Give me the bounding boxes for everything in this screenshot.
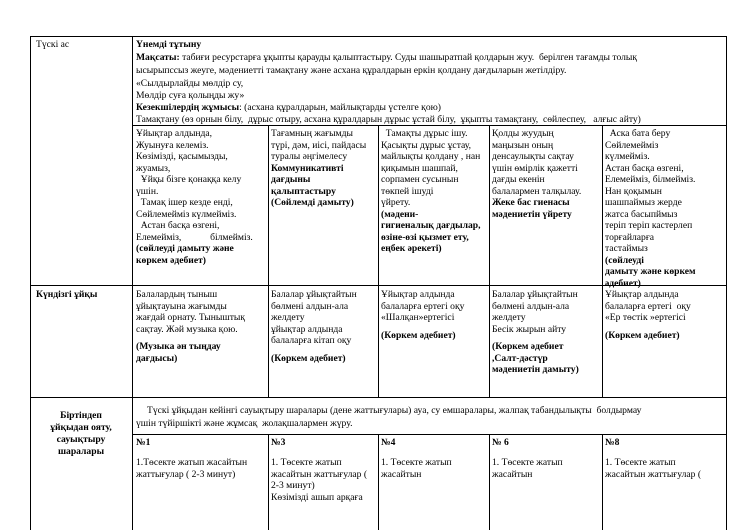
column-divider xyxy=(132,36,133,530)
lunch-col-text-line: сорпамен сусынын xyxy=(381,174,459,185)
lunch-col-text-line: Сөйлемейміз күлмейміз. xyxy=(136,208,237,220)
lunch-col-bold-line: әдебиет) xyxy=(605,277,641,289)
lunch-col-text-line: жуамыз, xyxy=(136,162,171,174)
nap-col-text-line: Балалардың тыныш xyxy=(136,289,218,300)
lunch-col-text-line: Көзімізді, қасымызды, xyxy=(136,151,228,162)
wake-col-text-line: 1.Төсекте жатып жасайтын xyxy=(136,457,248,468)
column-divider xyxy=(602,125,603,397)
lunch-col-bold-line: көркем әдебиет) xyxy=(136,254,206,266)
lunch-heading: Үнемді тұтыну xyxy=(136,39,202,50)
lunch-duty-line-2: Тамақтану (өз орнын білу, дұрыс отыру, асхана құралдарын дұрыс ұстай білу, ұқыпты тамақтану, сөйлеспеу, алғыс айту) xyxy=(136,114,641,125)
lunch-col-bold-line: Коммуникативті xyxy=(271,162,344,174)
row-label-lunch: Түскі ас xyxy=(36,39,70,50)
lunch-col-text-line: Жуынуға келеміз. xyxy=(136,139,209,151)
goal-text: табиғи ресурстарға ұқыпты қарауды қалыптастыру. Суды шашыратпай қолдарын жуу. берілген тағамды толық xyxy=(179,52,638,63)
row-label-nap: Күндізгі ұйқы xyxy=(36,289,98,300)
nap-col-text-line: Балалар ұйықтайтын xyxy=(271,289,357,300)
lunch-col-bold-line: (Сөйлемді дамыту) xyxy=(271,197,354,208)
row-label-wake: сауықтыру xyxy=(56,434,106,445)
lunch-col-text-line: үшін. xyxy=(136,185,159,197)
column-divider xyxy=(268,434,269,530)
lunch-col-text-line: Тамақты дұрыс ішу. xyxy=(381,128,468,139)
lunch-col-text-line: Қолды жуудың xyxy=(492,128,554,139)
lunch-col-text-line: күлмейміз. xyxy=(605,151,650,162)
wake-col-text-line: 1. Төсекте жатып xyxy=(271,457,342,468)
nap-col-text-line: балаларға кітап оқу xyxy=(271,335,352,346)
nap-col-text-line: жағдай орнату. Тыныштық xyxy=(136,312,246,323)
lunch-col-bold-line: дамыту және көркем xyxy=(605,266,696,277)
lunch-goal-line: ысырыпссыз жеуге, мәдениетті тамақтану және асхана құралдарын еркін қолдану дағдыларын жетілдіру. xyxy=(136,65,567,76)
wake-col-number: №1 xyxy=(136,437,151,448)
column-divider xyxy=(489,125,490,397)
wake-col-number: №4 xyxy=(381,437,396,448)
nap-col-text-line: ұйықтауына жағымды xyxy=(136,300,227,312)
lunch-col-text-line: дағды екенін xyxy=(492,174,545,185)
lunch-col-bold-line: өзіне-өзі қызмет ету, xyxy=(381,231,469,243)
lunch-col-text-line: жатса басыпймыз xyxy=(605,208,678,220)
nap-col-bold-line: (Көркем әдебиет) xyxy=(381,329,456,341)
lunch-col-text-line: Сөйлемейміз xyxy=(605,139,659,151)
lunch-col-text-line: теріп теріп кастерлеп xyxy=(605,220,693,231)
duty-text: : (асхана құралдарын, майлықтарды үстелге қою) xyxy=(239,102,441,113)
lunch-goal-line: Мөлдір суға қолыңды жу» xyxy=(136,90,245,101)
nap-col-text-line: Балалар ұйықтайтын xyxy=(492,289,578,300)
lunch-col-text-line: Астан басқа өзгені, xyxy=(136,220,220,231)
nap-col-text-line: бөлмені алдын-ала xyxy=(492,300,570,312)
column-divider xyxy=(378,434,379,530)
lunch-col-text-line: туралы әңгімелесу xyxy=(271,151,348,162)
nap-col-bold-line: (Музыка ән тыңдау xyxy=(136,341,221,352)
lunch-col-text-line: балалармен талқылау. xyxy=(492,185,582,197)
lunch-col-text-line: торғайларға xyxy=(605,231,655,243)
wake-col-text-line: Көзімізді ашып арқаға xyxy=(271,491,363,503)
lunch-col-text-line: Тағамның жағымды xyxy=(271,128,353,139)
nap-col-text-line: желдету xyxy=(492,312,526,323)
nap-col-bold-line: ,Салт-дәстүр xyxy=(492,352,548,364)
lunch-col-text-line: шашпаймыз жерде xyxy=(605,197,682,208)
lunch-col-bold-line: гигиеналық дағдылар, xyxy=(381,220,481,231)
nap-col-text-line: ұйықтар алдында xyxy=(271,323,343,335)
wake-col-number: № 6 xyxy=(492,437,509,448)
lunch-col-bold-line: дағдыны xyxy=(271,174,311,185)
wake-col-text-line: 1. Төсекте жатып xyxy=(381,457,452,468)
lunch-col-text-line: үйрету. xyxy=(381,197,411,208)
lunch-col-text-line: төкпей ішуді xyxy=(381,185,434,197)
lunch-col-text-line: тастаймыз xyxy=(605,243,648,254)
lunch-col-bold-line: (сөйлеуді дамыту және xyxy=(136,243,234,254)
goal-label: Мақсаты: xyxy=(136,52,180,63)
wake-col-text-line: 1. Төсекте жатып xyxy=(605,457,676,468)
wake-col-text-line: 1. Төсекте жатып xyxy=(492,457,563,468)
lunch-col-text-line: Аска бата беру xyxy=(605,128,671,139)
wake-col-text-line: жасайтын xyxy=(492,468,533,480)
lunch-col-text-line: Қасықты дұрыс ұстау, xyxy=(381,139,472,151)
table-border-right xyxy=(726,36,727,530)
nap-col-bold-line: мәдениетін дамыту) xyxy=(492,364,579,375)
nap-col-bold-line: (Көркем әдебиет xyxy=(492,341,564,352)
duty-label: Кезекшілердің жұмысы xyxy=(136,102,240,113)
lunch-col-text-line: Елемейміз, білмейміз. xyxy=(136,231,253,243)
wake-col-text-line: жаттығулар ( 2-3 минут) xyxy=(136,468,236,480)
row-divider xyxy=(132,434,727,435)
column-divider xyxy=(268,125,269,397)
lunch-col-text-line: денсаулықты сақтау xyxy=(492,151,574,162)
wake-col-text-line: жасайтын жаттығулар ( xyxy=(605,468,702,480)
column-divider xyxy=(489,434,490,530)
nap-col-text-line: Ұйықтар алдында xyxy=(381,289,455,300)
nap-col-text-line: Ұйықтар алдында xyxy=(605,289,679,300)
lunch-col-text-line: Астан басқа өзгені, xyxy=(605,162,684,174)
lunch-col-bold-line: еңбек әрекеті) xyxy=(381,243,442,254)
nap-col-text-line: «Шалқан»ертегісі xyxy=(381,312,455,323)
wake-col-text-line: жасайтын жаттығулар ( xyxy=(271,468,368,480)
lunch-col-text-line: үшін өмірлік қажетті xyxy=(492,162,578,174)
lunch-col-text-line: қиқымын шашпай, xyxy=(381,162,458,174)
nap-col-text-line: «Ер төстік »ертегісі xyxy=(605,312,686,323)
column-divider xyxy=(378,125,379,397)
row-divider xyxy=(30,397,727,398)
table-border-top xyxy=(30,36,727,37)
lunch-goal-line xyxy=(136,52,637,64)
wake-intro-line: Түскі ұйқыдан кейінгі сауықтыру шаралары (дене жаттығулары) ауа, су емшаралары, жалпақ табандылықты болдырмау xyxy=(147,405,642,416)
column-divider xyxy=(602,434,603,530)
lunch-col-bold-line: қалыптастыру xyxy=(271,185,336,197)
wake-col-number: №3 xyxy=(271,437,286,448)
nap-col-text-line: сақтау. Жәй музыка қою. xyxy=(136,323,238,335)
lunch-col-text-line: Ұйықтар алдында, xyxy=(136,128,213,139)
wake-intro-line: үшін түйіршікті және жұмсақ жолақшалармен жүру. xyxy=(136,418,353,429)
lunch-col-text-line: Елемейміз, білмейміз. xyxy=(605,174,696,185)
nap-col-text-line: желдету xyxy=(271,312,305,323)
nap-col-bold-line: (Көркем әдебиет) xyxy=(271,352,346,364)
nap-col-bold-line: (Көркем әдебиет) xyxy=(605,329,680,341)
lunch-col-bold-line: Жеке бас гиенасы xyxy=(492,197,570,208)
wake-col-text-line: жасайтын xyxy=(381,468,422,480)
lunch-col-bold-line: (мәдени- xyxy=(381,208,419,220)
lunch-col-text-line: маңызын оның xyxy=(492,139,554,151)
nap-col-bold-line: дағдысы) xyxy=(136,352,178,364)
lunch-col-text-line: Тамақ ішер кезде енді, xyxy=(136,197,233,208)
nap-col-text-line: балаларға ертегі оқу xyxy=(605,300,691,312)
row-label-wake: ұйқыдан ояту, xyxy=(50,422,112,433)
lunch-col-text-line: майлықты қолдану , нан xyxy=(381,151,481,162)
wake-col-number: №8 xyxy=(605,437,620,448)
wake-col-text-line: 2-3 минут) xyxy=(271,480,315,491)
row-label-wake: шаралары xyxy=(57,446,105,457)
nap-col-text-line: бөлмені алдын-ала xyxy=(271,300,349,312)
lunch-duty-line xyxy=(136,102,441,114)
lunch-col-bold-line: мәдениетін үйрету xyxy=(492,208,572,220)
nap-col-text-line: балаларға ертегі оқу xyxy=(381,300,465,312)
row-label-wake: Біртіндеп xyxy=(60,410,102,421)
lunch-col-bold-line: (сөйлеуді xyxy=(605,254,644,266)
lunch-goal-line: «Сылдырлайды мөлдір су, xyxy=(136,78,244,89)
lunch-col-text-line: Ұйқы бізге қонаққа келу xyxy=(136,174,242,185)
lunch-col-text-line: Нан қоқымын xyxy=(605,185,662,197)
nap-col-text-line: Бесік жырын айту xyxy=(492,323,567,335)
lunch-col-text-line: түрі, дәм, иісі, пайдасы xyxy=(271,139,367,151)
